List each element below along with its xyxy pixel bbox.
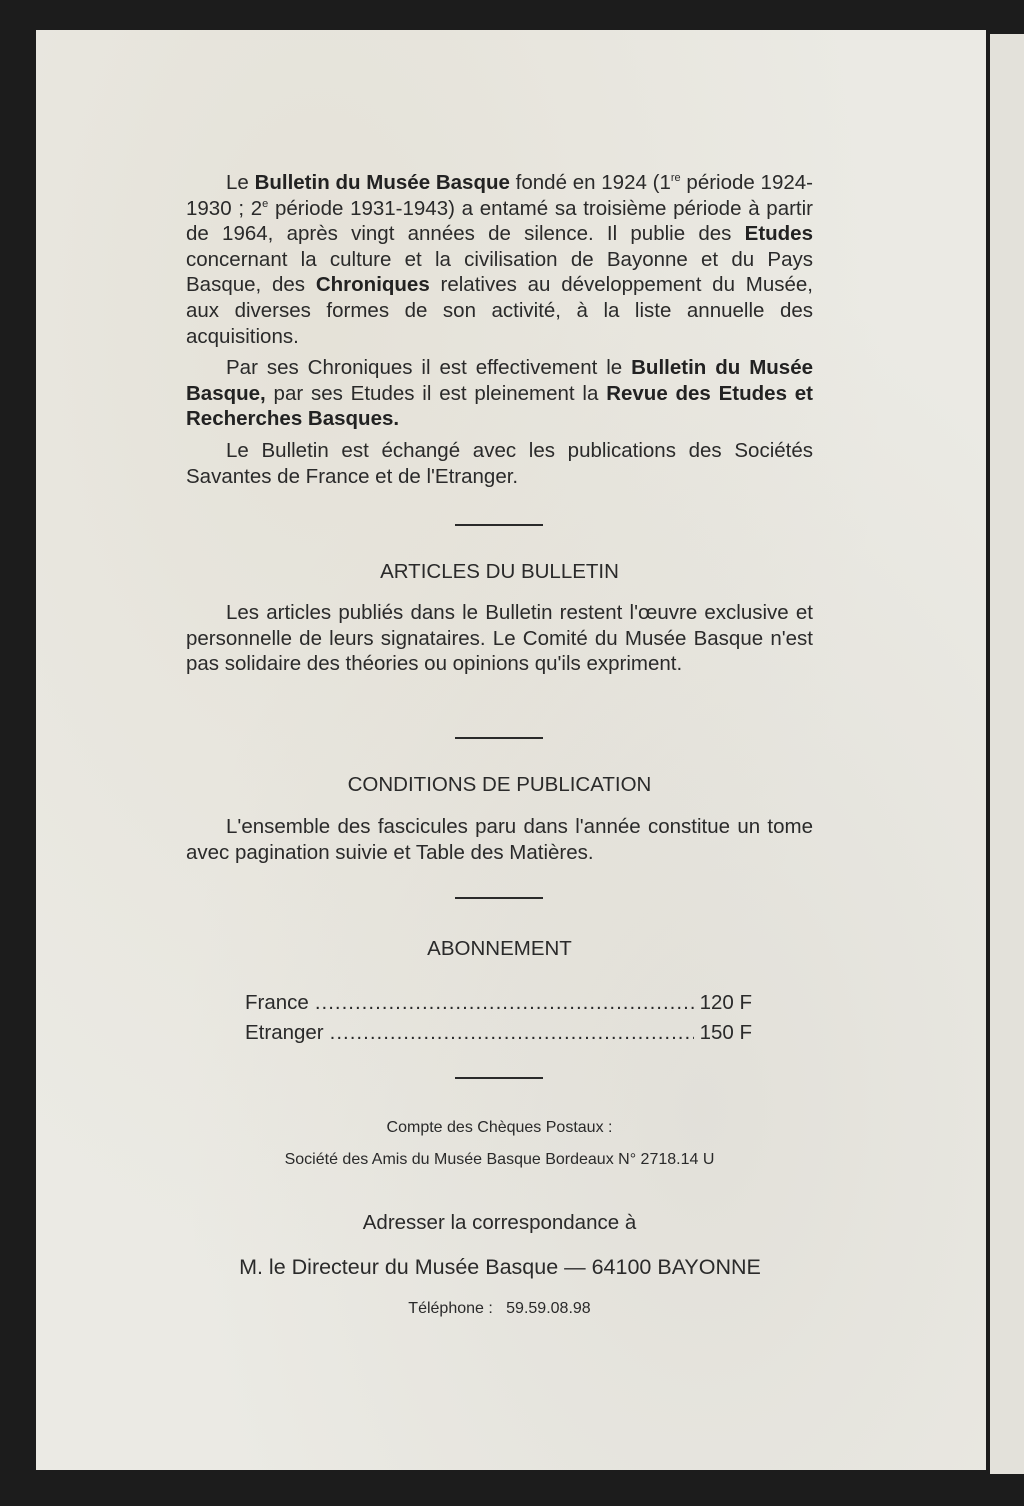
intro-paragraph-3 — [186, 438, 813, 489]
text: par ses Etudes il est pleinement la — [265, 381, 607, 405]
abonnement-heading: ABONNEMENT — [427, 937, 572, 960]
articles-text — [186, 600, 813, 677]
divider — [455, 737, 543, 739]
text: période 1931-1943) a entamé sa troisième période à partir de 1964, après vingt années de silence. Il publie des — [186, 196, 814, 246]
bold-title: Revue des Etudes et Recherches Basques. — [186, 381, 814, 431]
price-value: 120 F — [699, 991, 752, 1014]
conditions-section — [186, 814, 813, 865]
price-row-france — [245, 991, 752, 1015]
intro-paragraph-2 — [186, 355, 813, 432]
bold-title: Bulletin du Musée Basque, — [186, 356, 813, 405]
bold-title: Bulletin du Musée Basque — [254, 171, 510, 194]
price-label: Etranger — [245, 1021, 324, 1044]
intro-section — [186, 170, 813, 489]
bold-term: Chroniques — [315, 273, 430, 297]
text: Par ses Chroniques il est effectivement le — [226, 356, 632, 380]
bold-term: Etudes — [744, 222, 813, 246]
superscript: re — [670, 172, 681, 184]
text: L'ensemble des fascicules paru dans l'année constitue un tome avec pagination suivie et Table des Matières. — [186, 815, 813, 864]
address-label: Adresser la correspondance à — [362, 1211, 637, 1234]
text: fondé en 1924 (1 — [509, 171, 671, 194]
divider — [455, 897, 543, 899]
text: concernant la culture et la civilisation de Bayonne et du Pays Basque, des — [186, 247, 813, 297]
leader-dots — [330, 1021, 694, 1045]
text: Les articles publiés dans le Bulletin restent l'œuvre exclusive et personnelle de leurs signataires. Le Comité du Musée Basque n'est pas solidaire des théories ou opinions qu'ils expriment. — [186, 601, 813, 676]
conditions-text — [186, 814, 813, 865]
articles-section — [186, 600, 813, 677]
intro-paragraph-1 — [186, 170, 813, 349]
price-value: 150 F — [699, 1021, 752, 1044]
articles-heading: ARTICLES DU BULLETIN — [380, 560, 619, 583]
cheques-label: Compte des Chèques Postaux : — [386, 1119, 613, 1136]
phone-line — [186, 1300, 813, 1318]
divider — [455, 1077, 543, 1079]
leader-dots — [315, 991, 694, 1015]
phone-label: Téléphone : — [408, 1300, 493, 1317]
text: période 1924-1930 ; 2 — [186, 171, 813, 220]
account-number: Société des Amis du Musée Basque Bordeaux N° 2718.14 U — [284, 1151, 715, 1168]
adjacent-page-edge — [990, 34, 1024, 1474]
superscript: e — [262, 197, 269, 210]
conditions-heading: CONDITIONS DE PUBLICATION — [347, 773, 652, 796]
address: M. le Directeur du Musée Basque — 64100 BAYONNE — [239, 1255, 761, 1279]
text: Le Bulletin est échangé avec les publications des Sociétés Savantes de France et de l'Etranger. — [186, 438, 813, 488]
text: Le — [226, 171, 255, 194]
text: relatives au développement du Musée, aux diverses formes de son activité, à la liste annuelle des acquisitions. — [186, 273, 813, 348]
phone-number: 59.59.08.98 — [506, 1300, 591, 1317]
price-row-etranger — [245, 1021, 752, 1045]
price-label: France — [245, 991, 309, 1014]
divider — [455, 524, 543, 526]
